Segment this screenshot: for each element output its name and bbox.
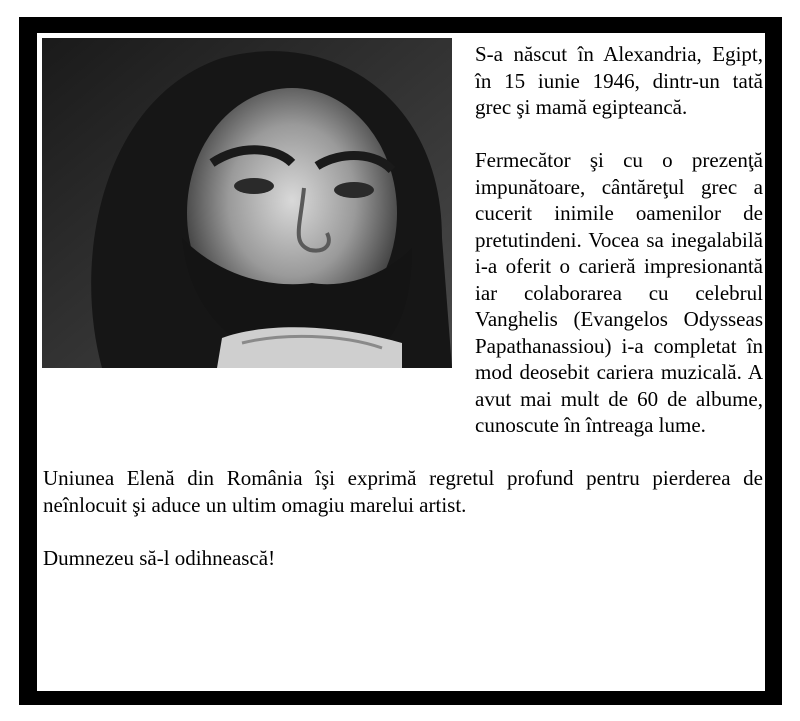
photo-wrap-space (43, 41, 475, 416)
paragraph-career: Fermecător şi cu o prezenţă impunătoare, cântăreţul grec a cucerit inimile oamenilor de pretutindeni. Vocea sa inegalabilă i-a oferit o carieră impresionantă iar colaborarea cu celebrul Vanghelis (Evangelos Odysseas Papathanassiou) i-a completat în mod deosebit cariera muzicală. A avut mai mult de 60 de albume, cunoscute în întreaga lume. (475, 148, 763, 437)
paragraph-birth: S-a născut în Alexandria, Egipt, în 15 iunie 1946, dintr-un tată grec şi mamă egipteancă. (475, 42, 763, 119)
article-text (43, 41, 763, 571)
paragraph-farewell: Dumnezeu să-l odihnească! (43, 545, 276, 570)
content-panel (37, 33, 765, 691)
paragraph-tribute: Uniunea Elenă din România îşi exprimă regretul profund pentru pierderea de neînlocuit şi aduce un ultim omagiu marelui artist. (43, 466, 763, 517)
